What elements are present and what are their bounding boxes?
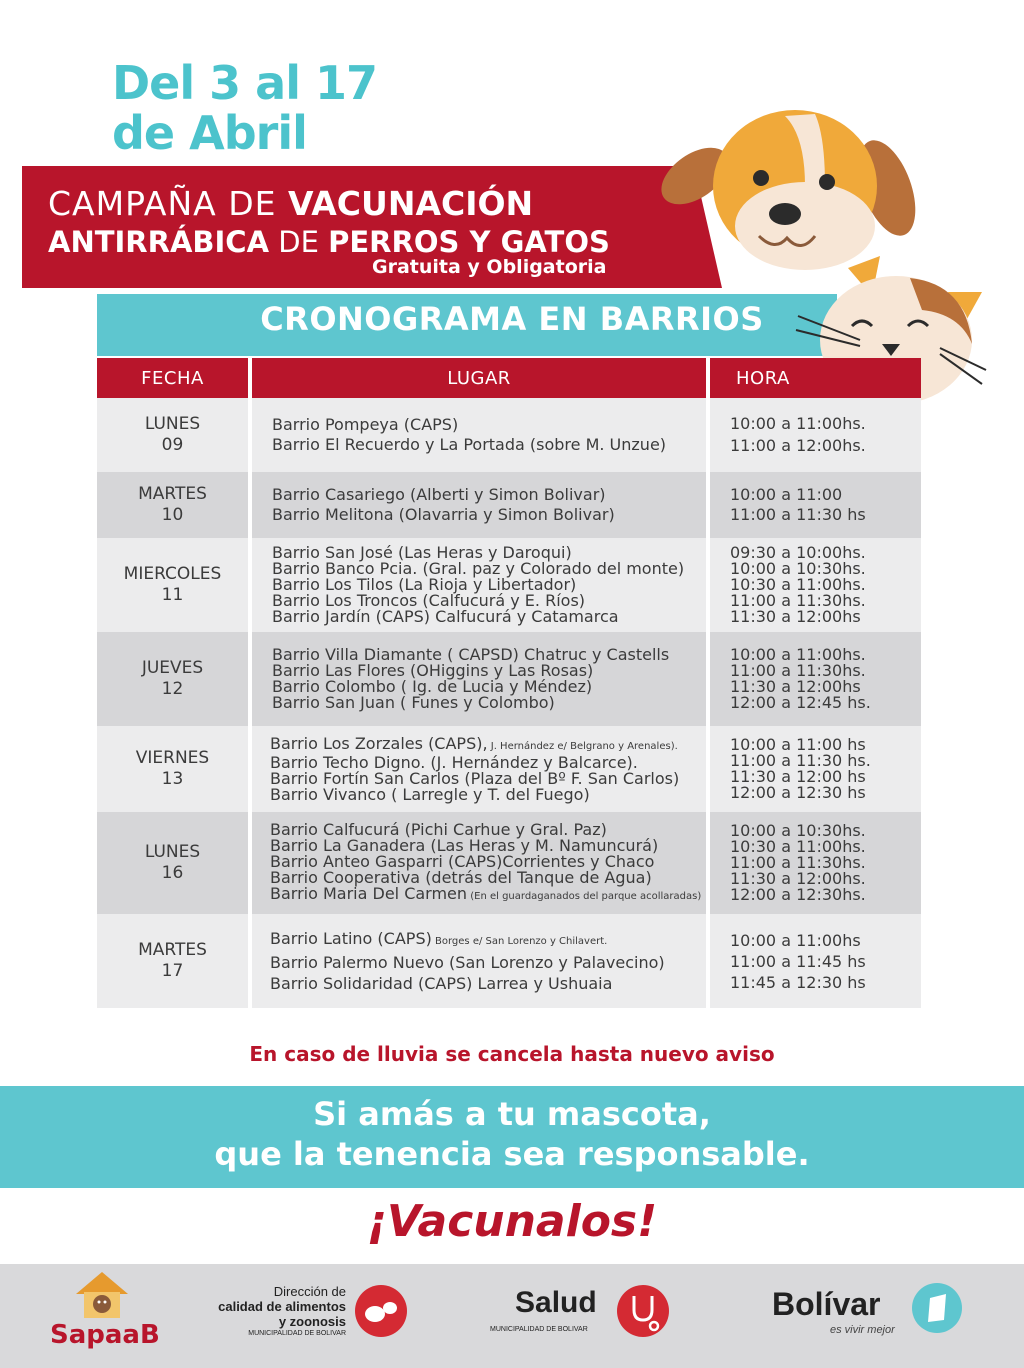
slogan-line-1: Si amás a tu mascota, xyxy=(313,1095,711,1133)
day-name: VIERNES xyxy=(135,748,210,768)
time: 10:00 a 11:00 xyxy=(730,485,843,504)
table-row xyxy=(97,812,921,914)
time: 09:30 a 10:00hs. xyxy=(730,543,866,562)
place-cell xyxy=(250,914,708,1008)
place: Barrio Los Tilos (La Rioja y Libertador) xyxy=(272,575,577,594)
table-row xyxy=(97,538,921,632)
time: 12:00 a 12:30 hs xyxy=(730,783,866,802)
place: Barrio El Recuerdo y La Portada (sobre M. Unzue) xyxy=(272,435,667,454)
time: 10:00 a 10:30hs. xyxy=(730,559,866,578)
place-name: Barrio Latino (CAPS) xyxy=(270,929,432,948)
place xyxy=(270,883,706,905)
place-note: Borges e/ San Lorenzo y Chilavert. xyxy=(431,936,608,947)
time: 11:00 a 11:30hs. xyxy=(730,853,866,872)
time: 12:00 a 12:30hs. xyxy=(730,885,866,904)
place: Barrio Los Troncos (Calfucurá y E. Ríos) xyxy=(272,591,586,610)
day-number: 12 xyxy=(161,679,184,699)
sapaab-house-dog-icon xyxy=(74,1270,130,1320)
time: 11:45 a 12:30 hs xyxy=(730,972,866,992)
campaign-subtitle: Gratuita y Obligatoria xyxy=(372,256,607,278)
place-note: J. Hernández e/ Belgrano y Arenales). xyxy=(487,740,678,752)
day-number: 09 xyxy=(161,435,184,455)
schedule-header-row xyxy=(97,358,921,398)
place: Barrio La Ganadera (Las Heras y M. Namuncurá) xyxy=(270,835,659,855)
place: Barrio Banco Pcia. (Gral. paz y Colorado del monte) xyxy=(272,559,685,578)
campaign-l1-a: CAMPAÑA DE xyxy=(48,184,288,223)
date-cell xyxy=(97,472,250,538)
day-name: LUNES xyxy=(144,414,201,434)
date-cell xyxy=(97,398,250,472)
table-row xyxy=(97,632,921,726)
place: Barrio San José (Las Heras y Daroqui) xyxy=(272,543,572,562)
place-note: (En el guardaganados del parque acollaradas) xyxy=(467,890,702,902)
dir-line-1: Dirección de xyxy=(273,1284,346,1299)
salud-muni-text: MUNICIPALIDAD DE BOLIVAR xyxy=(490,1326,588,1333)
table-row xyxy=(97,914,921,1008)
day-number: 16 xyxy=(161,863,184,883)
place-cell xyxy=(250,726,708,812)
day-number: 13 xyxy=(161,769,184,789)
day-number: 11 xyxy=(161,585,184,605)
table-row xyxy=(97,398,921,472)
schedule-title: CRONOGRAMA EN BARRIOS xyxy=(260,300,764,338)
time-cell xyxy=(708,538,921,632)
place: Barrio Casariego (Alberti y Simon Bolivar) xyxy=(272,485,606,504)
bolivar-tagline: es vivir mejor xyxy=(830,1324,895,1336)
salud-logo-text: Salud xyxy=(515,1286,597,1319)
time: 11:00 a 11:30 hs xyxy=(730,505,866,524)
campaign-l1-b: VACUNACIÓN xyxy=(287,184,534,223)
col-fecha: FECHA xyxy=(97,358,250,398)
time: 10:00 a 11:00hs. xyxy=(730,414,866,433)
date-cell xyxy=(97,632,250,726)
place xyxy=(270,733,706,755)
col-hora: HORA xyxy=(708,358,921,398)
time: 11:30 a 12:00 hs xyxy=(730,767,866,786)
time: 11:00 a 11:30 hs. xyxy=(730,751,871,770)
place-cell xyxy=(250,472,708,538)
place: Barrio Palermo Nuevo (San Lorenzo y Palavecino) xyxy=(270,953,665,972)
place: Barrio Solidaridad (CAPS) Larrea y Ushuaia xyxy=(270,974,613,993)
place: Barrio Jardín (CAPS) Calfucurá y Catamarca xyxy=(272,607,619,626)
place: Barrio Pompeya (CAPS) xyxy=(272,415,459,434)
place-cell xyxy=(250,632,708,726)
date-cell xyxy=(97,812,250,914)
time-cell xyxy=(708,632,921,726)
time: 12:00 a 12:45 hs. xyxy=(730,693,871,712)
day-name: JUEVES xyxy=(141,658,204,678)
zoonosis-logo-text xyxy=(200,1284,346,1329)
day-name: MARTES xyxy=(138,940,207,960)
campaign-l2-a: ANTIRRÁBICA xyxy=(48,225,270,259)
dir-line-2: calidad de alimentos xyxy=(218,1299,346,1314)
date-line-1: Del 3 al 17 xyxy=(112,56,378,110)
place xyxy=(270,928,706,952)
place: Barrio Villa Diamante ( CAPSD) Chatruc y Castells xyxy=(272,645,670,664)
time: 11:30 a 12:00hs xyxy=(730,677,861,696)
place-cell xyxy=(250,538,708,632)
sapaab-logo-text: SapaaB xyxy=(50,1320,160,1350)
campaign-line-1 xyxy=(48,184,533,224)
time: 11:00 a 11:45 hs xyxy=(730,951,866,971)
bolivar-logo-text: Bolívar xyxy=(772,1286,881,1322)
time: 11:00 a 11:30hs. xyxy=(730,591,866,610)
place: Barrio Colombo ( Ig. de Lucia y Méndez) xyxy=(272,677,593,696)
stethoscope-icon xyxy=(614,1282,672,1340)
date-cell xyxy=(97,538,250,632)
time: 10:00 a 11:00hs xyxy=(730,930,861,950)
time: 10:30 a 11:00hs. xyxy=(730,837,866,856)
place-name: Barrio Los Zorzales (CAPS), xyxy=(270,733,488,753)
campaign-l2-b: DE xyxy=(269,225,329,259)
time: 11:00 a 12:00hs. xyxy=(730,436,866,455)
place: Barrio Anteo Gasparri (CAPS)Corrientes y Chaco xyxy=(270,851,655,871)
slogan-line-2: que la tenencia sea responsable. xyxy=(214,1135,810,1173)
place: Barrio Las Flores (OHiggins y Las Rosas) xyxy=(272,661,594,680)
place: Barrio Vivanco ( Larregle y T. del Fuego) xyxy=(270,784,590,804)
campaign-l2-c: PERROS Y GATOS xyxy=(328,225,610,259)
time: 10:30 a 11:00hs. xyxy=(730,575,866,594)
time: 10:00 a 11:00 hs xyxy=(730,735,866,754)
date-line-2: de Abril xyxy=(112,106,307,160)
day-number: 17 xyxy=(161,961,184,981)
dir-line-3: y zoonosis xyxy=(278,1314,346,1329)
time: 10:00 a 11:00hs. xyxy=(730,645,866,664)
date-title xyxy=(112,58,377,158)
call-to-action: ¡Vacunalos! xyxy=(366,1196,658,1247)
time-cell xyxy=(708,914,921,1008)
zoonosis-pets-icon xyxy=(352,1282,410,1340)
place: Barrio Cooperativa (detrás del Tanque de Agua) xyxy=(270,867,652,887)
table-row xyxy=(97,726,921,812)
place: Barrio Fortín San Carlos (Plaza del Bº F. San Carlos) xyxy=(270,768,680,788)
place: Barrio Techo Digno. (J. Hernández y Balcarce). xyxy=(270,752,638,772)
day-number: 10 xyxy=(161,505,184,525)
schedule-table xyxy=(97,358,921,1008)
date-cell xyxy=(97,914,250,1008)
zoonosis-muni-text: MUNICIPALIDAD DE BOLIVAR xyxy=(248,1330,346,1337)
time-cell xyxy=(708,472,921,538)
time: 11:00 a 11:30hs. xyxy=(730,661,866,680)
table-row xyxy=(97,472,921,538)
campaign-line-2 xyxy=(48,224,610,260)
place-cell xyxy=(250,812,708,914)
bolivar-map-icon xyxy=(908,1280,966,1338)
place: Barrio San Juan ( Funes y Colombo) xyxy=(272,693,555,712)
day-name: MARTES xyxy=(138,484,207,504)
day-name: LUNES xyxy=(144,842,201,862)
time-cell xyxy=(708,726,921,812)
time: 11:30 a 12:00hs. xyxy=(730,869,866,888)
place: Barrio Calfucurá (Pichi Carhue y Gral. Paz) xyxy=(270,819,607,839)
time: 11:30 a 12:00hs xyxy=(730,607,861,626)
col-lugar: LUGAR xyxy=(250,358,708,398)
day-name: MIERCOLES xyxy=(123,564,222,584)
rain-notice: En caso de lluvia se cancela hasta nuevo aviso xyxy=(249,1042,775,1066)
place-name: Barrio Maria Del Carmen xyxy=(270,883,468,903)
place-cell xyxy=(250,398,708,472)
place: Barrio Melitona (Olavarria y Simon Bolivar) xyxy=(272,505,615,524)
time-cell xyxy=(708,398,921,472)
time: 10:00 a 10:30hs. xyxy=(730,821,866,840)
slogan xyxy=(0,1094,1024,1174)
date-cell xyxy=(97,726,250,812)
time-cell xyxy=(708,812,921,914)
